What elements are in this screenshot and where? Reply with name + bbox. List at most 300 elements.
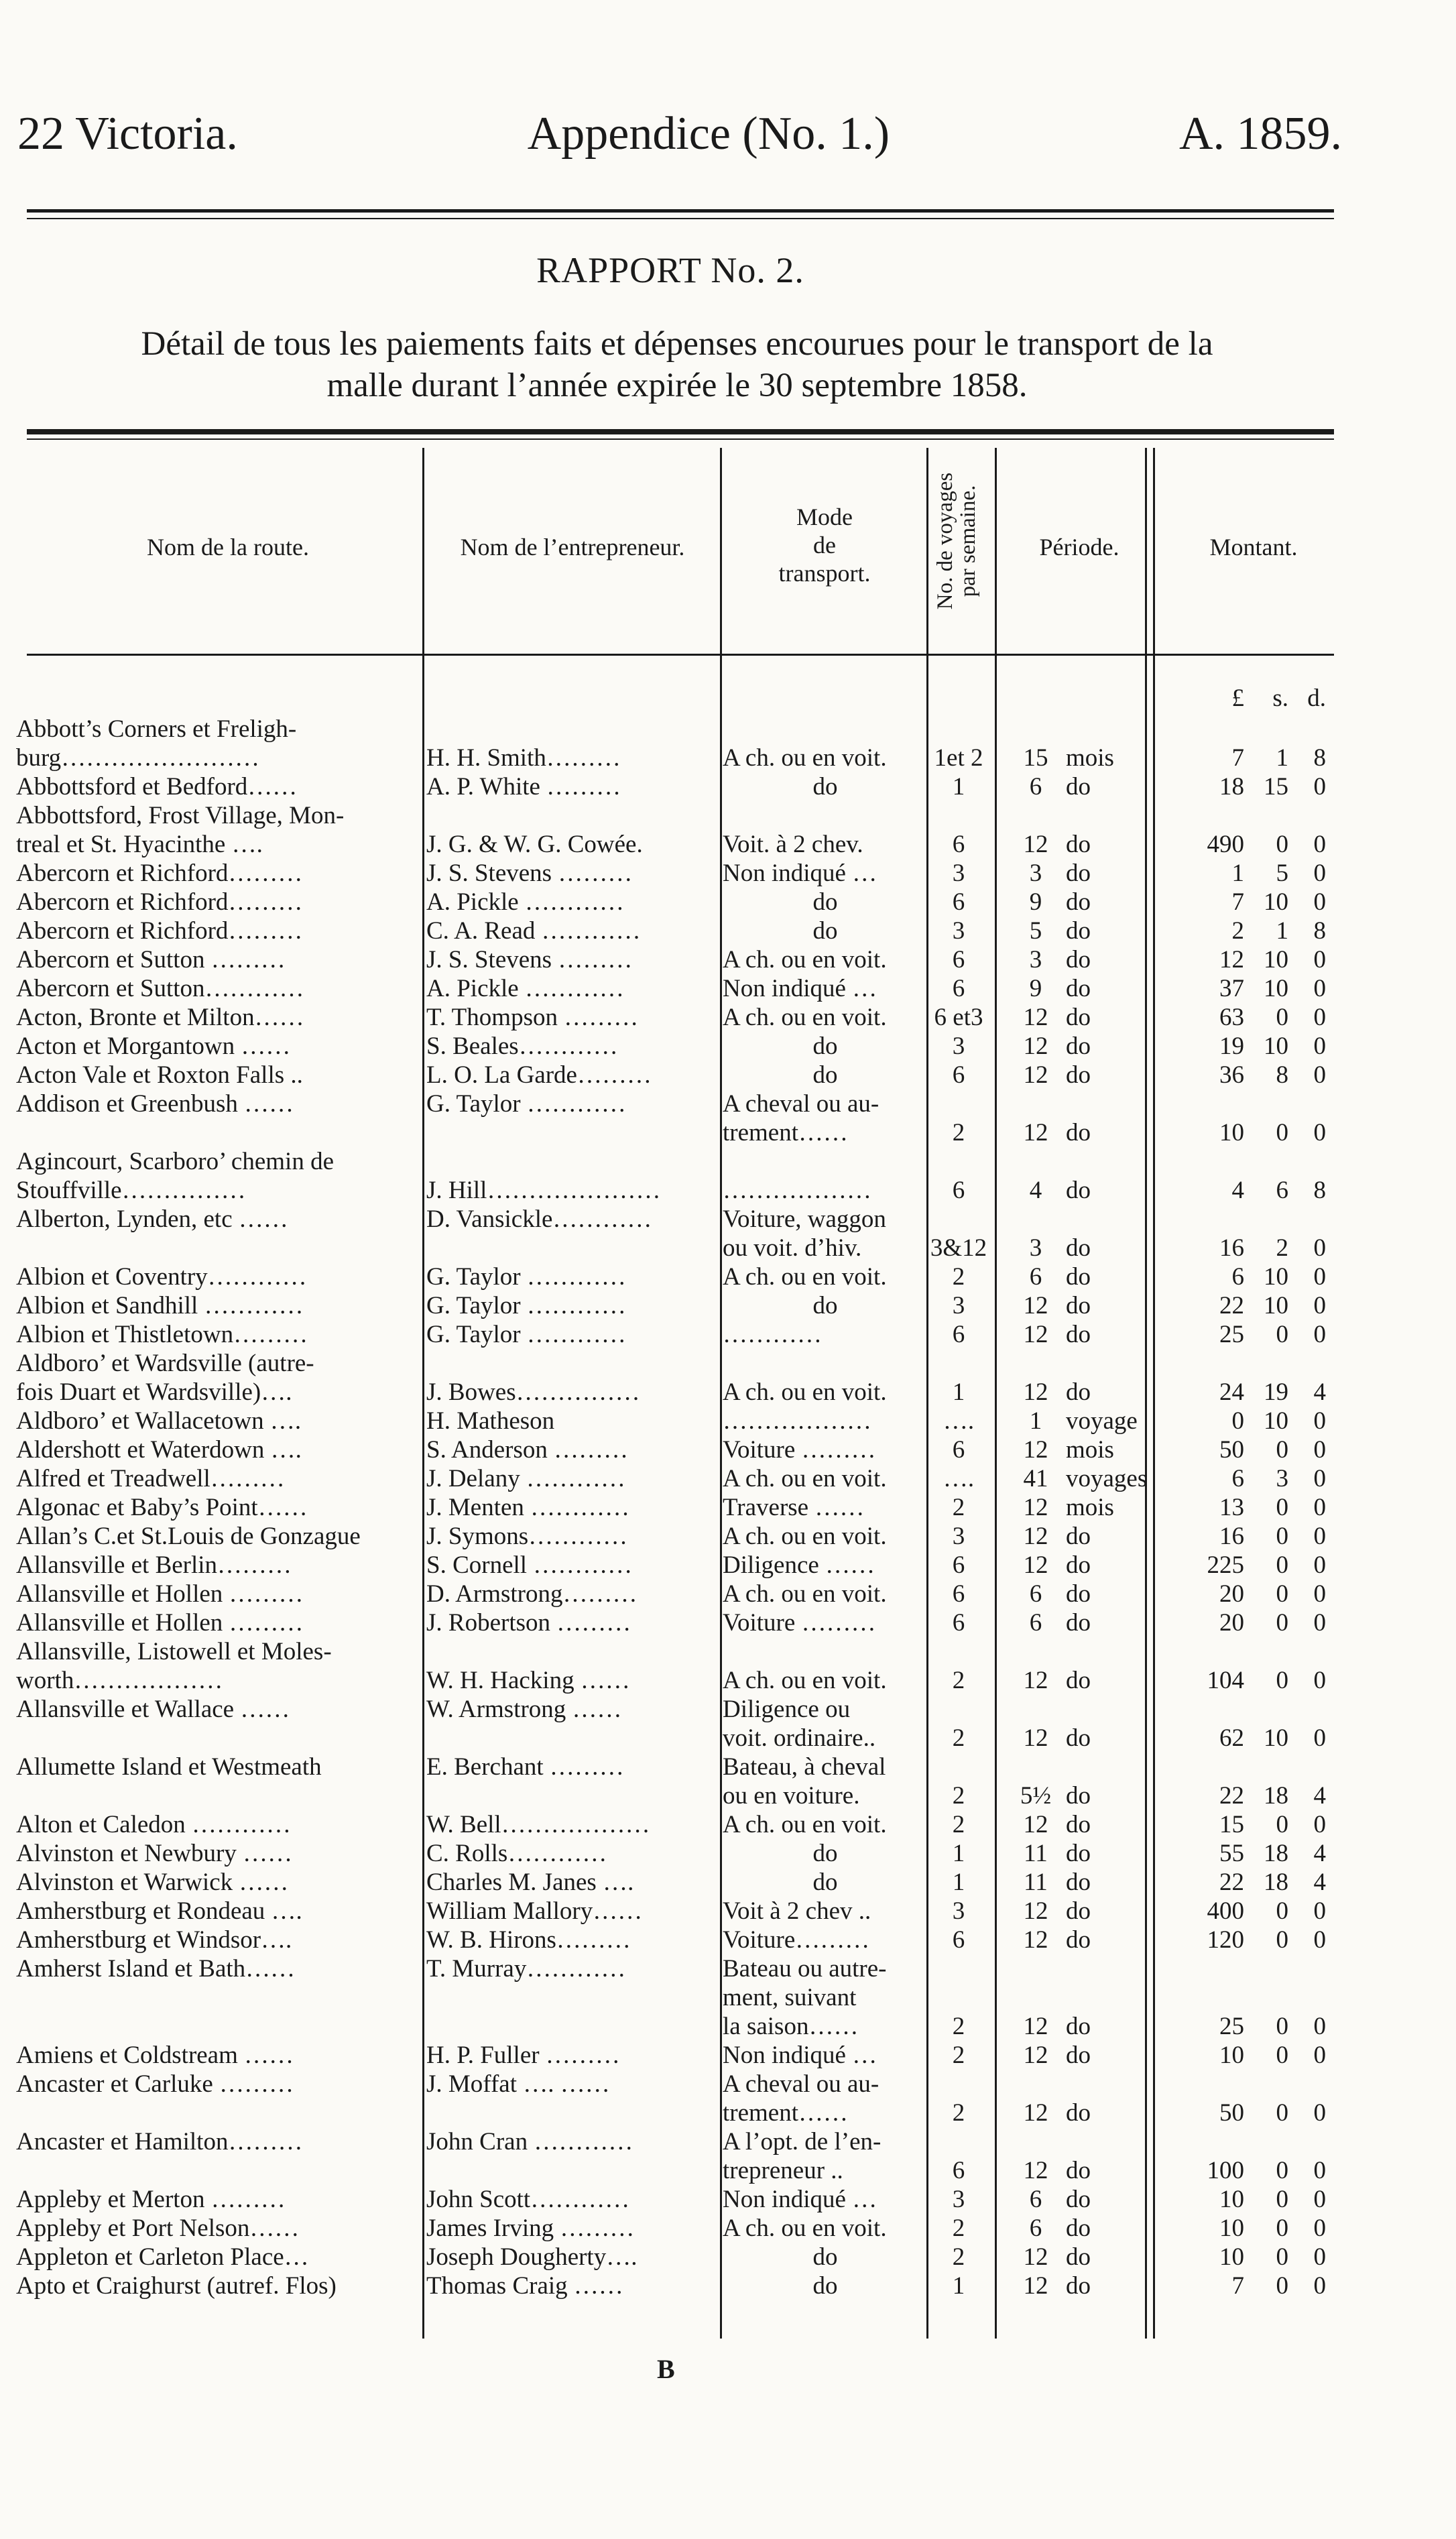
period-cell xyxy=(1006,1781,1153,1810)
period-unit: do xyxy=(1066,860,1091,887)
contractor-cell: G. Taylor ………… xyxy=(426,1263,626,1291)
pounds-cell: 22 xyxy=(1219,1782,1244,1810)
mode-cell: A ch. ou en voit. xyxy=(723,1465,887,1492)
currency-pounds: £ xyxy=(1231,685,1244,712)
contractor-cell: W. B. Hirons……… xyxy=(426,1926,631,1954)
period-unit: do xyxy=(1066,1811,1091,1838)
mode-cell: A ch. ou en voit. xyxy=(723,2215,887,2242)
mode-cell: do xyxy=(812,1869,838,1896)
voyages-cell: 1 xyxy=(952,1840,965,1867)
table-top-rule-thin xyxy=(27,438,1334,440)
period-number: 11 xyxy=(1024,1869,1048,1896)
route-cell: Abercorn et Richford……… xyxy=(16,888,303,916)
pence-cell: 4 xyxy=(1313,1840,1326,1867)
period-cell xyxy=(1006,1118,1153,1147)
pounds-cell: 7 xyxy=(1231,888,1244,916)
contractor-cell: H. H. Smith……… xyxy=(426,744,621,772)
route-cell: Abbott’s Corners et Freligh- xyxy=(16,715,297,743)
period-unit: do xyxy=(1066,1926,1091,1954)
contractor-cell: J. G. & W. G. Cowée. xyxy=(426,831,643,858)
shillings-cell: 0 xyxy=(1276,2243,1288,2271)
table-row xyxy=(0,1983,1341,2012)
shillings-cell: 0 xyxy=(1276,2042,1288,2069)
pounds-cell: 7 xyxy=(1231,744,1244,772)
period-cell xyxy=(1006,1464,1153,1493)
contractor-cell: Joseph Dougherty…. xyxy=(426,2243,638,2271)
pounds-cell: 6 xyxy=(1231,1465,1244,1492)
period-cell xyxy=(1006,1580,1153,1608)
shillings-cell: 0 xyxy=(1276,1321,1288,1348)
voyages-cell: 2 xyxy=(952,2042,965,2069)
period-cell xyxy=(1006,1061,1153,1089)
period-unit: do xyxy=(1066,1782,1091,1810)
route-cell: Allansville et Hollen ……… xyxy=(16,1609,304,1637)
period-cell xyxy=(1006,1032,1153,1061)
contractor-cell: A. Pickle ………… xyxy=(426,888,624,916)
pence-cell: 0 xyxy=(1313,860,1326,887)
route-cell: Amherstburg et Windsor…. xyxy=(16,1926,292,1954)
period-cell xyxy=(1006,1724,1153,1753)
route-cell: Ancaster et Hamilton……… xyxy=(16,2128,303,2156)
table-row xyxy=(0,1003,1341,1032)
pounds-cell: 490 xyxy=(1207,831,1244,858)
table-row xyxy=(0,801,1341,830)
voyages-cell: 3 xyxy=(952,1523,965,1550)
col-header-period: Période. xyxy=(1039,534,1119,560)
table-row xyxy=(0,1061,1341,1089)
table-row xyxy=(0,1926,1341,1954)
period-number: 12 xyxy=(1023,2099,1048,2127)
route-cell: worth……………… xyxy=(16,1667,223,1694)
report-subtitle xyxy=(13,323,1341,406)
route-cell: Appleton et Carleton Place… xyxy=(16,2243,309,2271)
mode-cell: voit. ordinaire.. xyxy=(723,1724,876,1752)
pence-cell: 0 xyxy=(1313,2243,1326,2271)
pounds-cell: 63 xyxy=(1219,1004,1244,1031)
running-head xyxy=(17,107,1342,161)
period-cell xyxy=(1006,1810,1153,1839)
table-row xyxy=(0,830,1341,859)
shillings-cell: 10 xyxy=(1264,1724,1288,1752)
route-cell: Abercorn et Richford……… xyxy=(16,917,303,945)
route-cell: Allumette Island et Westmeath xyxy=(16,1753,322,1781)
shillings-cell: 1 xyxy=(1276,744,1288,772)
period-cell xyxy=(1006,1003,1153,1032)
pounds-cell: 2 xyxy=(1231,917,1244,945)
col-header-route: Nom de la route. xyxy=(147,534,309,560)
pounds-cell: 50 xyxy=(1219,2099,1244,2127)
contractor-cell: T. Murray………… xyxy=(426,1955,626,1983)
mode-cell: Non indiqué … xyxy=(723,975,877,1002)
shillings-cell: 18 xyxy=(1264,1869,1288,1896)
mode-cell: trement…… xyxy=(723,1119,849,1146)
pence-cell: 0 xyxy=(1313,1580,1326,1608)
route-cell: Alton et Caledon ………… xyxy=(16,1811,292,1838)
voyages-cell: 2 xyxy=(952,1724,965,1752)
contractor-cell: W. H. Hacking …… xyxy=(426,1667,630,1694)
period-unit: do xyxy=(1066,1263,1091,1291)
subtitle-line-1: Détail de tous les paiements faits et dépenses encourues pour le transport de la xyxy=(141,325,1213,363)
route-cell: Abbottsford, Frost Village, Mon- xyxy=(16,802,345,829)
period-number: 6 xyxy=(1029,1609,1042,1637)
table-row xyxy=(0,1464,1341,1493)
table-row xyxy=(0,1695,1341,1724)
route-cell: Allansville et Hollen ……… xyxy=(16,1580,304,1608)
pence-cell: 0 xyxy=(1313,1263,1326,1291)
pence-cell: 0 xyxy=(1313,888,1326,916)
pounds-cell: 37 xyxy=(1219,975,1244,1002)
period-cell xyxy=(1006,715,1153,744)
period-unit: do xyxy=(1066,1234,1091,1262)
period-number: 15 xyxy=(1023,744,1048,772)
period-number: 12 xyxy=(1023,1321,1048,1348)
table-row xyxy=(0,1147,1341,1176)
period-unit: do xyxy=(1066,2272,1091,2300)
route-cell: Abbottsford et Bedford…… xyxy=(16,773,298,801)
table-row xyxy=(0,2070,1341,2099)
period-unit: do xyxy=(1066,1551,1091,1579)
period-cell xyxy=(1006,2185,1153,2214)
voyages-cell: 6 xyxy=(952,975,965,1002)
pounds-cell: 22 xyxy=(1219,1869,1244,1896)
mode-cell: do xyxy=(812,2243,838,2271)
pence-cell: 0 xyxy=(1313,1004,1326,1031)
pence-cell: 0 xyxy=(1313,773,1326,801)
pence-cell: 0 xyxy=(1313,1436,1326,1464)
pounds-cell: 24 xyxy=(1219,1378,1244,1406)
mode-cell: A ch. ou en voit. xyxy=(723,1667,887,1694)
shillings-cell: 10 xyxy=(1264,1407,1288,1435)
period-number: 12 xyxy=(1023,1926,1048,1954)
period-unit: do xyxy=(1066,917,1091,945)
contractor-cell: J. Symons………… xyxy=(426,1523,628,1550)
pounds-cell: 100 xyxy=(1207,2157,1244,2184)
mode-cell: Bateau ou autre- xyxy=(723,1955,887,1983)
table-row xyxy=(0,1493,1341,1522)
shillings-cell: 0 xyxy=(1276,2215,1288,2242)
shillings-cell: 0 xyxy=(1276,2099,1288,2127)
period-unit: do xyxy=(1066,2243,1091,2271)
contractor-cell: G. Taylor ………… xyxy=(426,1090,626,1118)
period-unit: do xyxy=(1066,2186,1091,2213)
table-row xyxy=(0,1781,1341,1810)
table-row xyxy=(0,1637,1341,1666)
period-number: 5 xyxy=(1029,917,1042,945)
route-cell: Albion et Coventry………… xyxy=(16,1263,307,1291)
route-cell: Alberton, Lynden, etc …… xyxy=(16,1205,288,1233)
shillings-cell: 15 xyxy=(1264,773,1288,801)
voyages-cell: 1 xyxy=(952,1869,965,1896)
contractor-cell: Thomas Craig …… xyxy=(426,2272,623,2300)
period-cell xyxy=(1006,1435,1153,1464)
contractor-cell: C. Rolls………… xyxy=(426,1840,607,1867)
period-number: 12 xyxy=(1023,2243,1048,2271)
route-cell: Albion et Thistletown……… xyxy=(16,1321,308,1348)
shillings-cell: 5 xyxy=(1276,860,1288,887)
period-unit: do xyxy=(1066,1061,1091,1089)
mode-cell: ………… xyxy=(723,1321,822,1348)
pence-cell: 4 xyxy=(1313,1869,1326,1896)
period-number: 12 xyxy=(1023,1551,1048,1579)
contractor-cell: H. P. Fuller ……… xyxy=(426,2042,620,2069)
voyages-cell: 6 xyxy=(952,1609,965,1637)
period-cell xyxy=(1006,945,1153,974)
table-row xyxy=(0,1753,1341,1781)
period-cell xyxy=(1006,1320,1153,1349)
mode-cell: A ch. ou en voit. xyxy=(723,744,887,772)
period-number: 12 xyxy=(1023,2042,1048,2069)
table-row xyxy=(0,1234,1341,1262)
period-cell xyxy=(1006,2041,1153,2070)
contractor-cell: J. S. Stevens ……… xyxy=(426,946,633,973)
period-cell xyxy=(1006,744,1153,772)
shillings-cell: 6 xyxy=(1276,1177,1288,1204)
mode-cell: Diligence …… xyxy=(723,1551,875,1579)
shillings-cell: 10 xyxy=(1264,1263,1288,1291)
period-number: 9 xyxy=(1029,888,1042,916)
period-number: 12 xyxy=(1023,1724,1048,1752)
table-row xyxy=(0,1839,1341,1868)
route-cell: Amherst Island et Bath…… xyxy=(16,1955,296,1983)
pounds-cell: 0 xyxy=(1231,1407,1244,1435)
shillings-cell: 0 xyxy=(1276,1926,1288,1954)
period-number: 41 xyxy=(1023,1465,1048,1492)
mode-cell: do xyxy=(812,1292,838,1319)
pounds-cell: 12 xyxy=(1219,946,1244,973)
pounds-cell: 62 xyxy=(1219,1724,1244,1752)
table-row xyxy=(0,1032,1341,1061)
pence-cell: 0 xyxy=(1313,1724,1326,1752)
shillings-cell: 0 xyxy=(1276,831,1288,858)
pence-cell: 0 xyxy=(1313,1119,1326,1146)
voyages-cell: …. xyxy=(943,1407,975,1435)
pounds-cell: 36 xyxy=(1219,1061,1244,1089)
period-unit: do xyxy=(1066,1580,1091,1608)
col-header-voyages-line-1: No. de voyages xyxy=(933,472,957,610)
pence-cell: 0 xyxy=(1313,1407,1326,1435)
table-row xyxy=(0,1954,1341,1983)
period-number: 12 xyxy=(1023,1032,1048,1060)
table-row xyxy=(0,1089,1341,1118)
voyages-cell: …. xyxy=(943,1465,975,1492)
voyages-cell: 2 xyxy=(952,1263,965,1291)
mode-cell: ment, suivant xyxy=(723,1984,857,2011)
period-unit: voyages xyxy=(1066,1465,1148,1492)
contractor-cell: W. Bell……………… xyxy=(426,1811,650,1838)
contractor-cell: S. Cornell ………… xyxy=(426,1551,633,1579)
table-row xyxy=(0,772,1341,801)
route-cell: Albion et Sandhill ………… xyxy=(16,1292,304,1319)
mode-cell: do xyxy=(812,917,838,945)
pounds-cell: 10 xyxy=(1219,1119,1244,1146)
pence-cell: 8 xyxy=(1313,917,1326,945)
period-number: 12 xyxy=(1023,831,1048,858)
voyages-cell: 3 xyxy=(952,1032,965,1060)
pence-cell: 0 xyxy=(1313,2013,1326,2040)
pence-cell: 0 xyxy=(1313,1061,1326,1089)
mode-cell: Voiture ……… xyxy=(723,1609,876,1637)
contractor-cell: A. Pickle ………… xyxy=(426,975,624,1002)
pounds-cell: 10 xyxy=(1219,2042,1244,2069)
mode-cell: Traverse …… xyxy=(723,1494,865,1521)
mode-cell: Non indiqué … xyxy=(723,860,877,887)
period-cell xyxy=(1006,1868,1153,1897)
period-unit: do xyxy=(1066,1321,1091,1348)
pence-cell: 0 xyxy=(1313,975,1326,1002)
period-cell xyxy=(1006,1522,1153,1551)
period-number: 6 xyxy=(1029,2186,1042,2213)
contractor-cell: L. O. La Garde……… xyxy=(426,1061,652,1089)
voyages-cell: 2 xyxy=(952,1811,965,1838)
period-cell xyxy=(1006,1695,1153,1724)
period-number: 1 xyxy=(1029,1407,1042,1435)
mode-cell: trement…… xyxy=(723,2099,849,2127)
pounds-cell: 16 xyxy=(1219,1234,1244,1262)
shillings-cell: 18 xyxy=(1264,1840,1288,1867)
route-cell: Alvinston et Newbury …… xyxy=(16,1840,293,1867)
table-top-rule-heavy xyxy=(27,429,1334,434)
shillings-cell: 0 xyxy=(1276,1897,1288,1925)
pounds-cell: 22 xyxy=(1219,1292,1244,1319)
period-number: 12 xyxy=(1023,1004,1048,1031)
pounds-cell: 10 xyxy=(1219,2215,1244,2242)
period-cell xyxy=(1006,801,1153,830)
mode-cell: do xyxy=(812,1032,838,1060)
mode-cell: Diligence ou xyxy=(723,1696,851,1723)
mode-cell: A ch. ou en voit. xyxy=(723,946,887,973)
period-unit: mois xyxy=(1066,1436,1114,1464)
table-row xyxy=(0,2012,1341,2041)
period-cell xyxy=(1006,1608,1153,1637)
table-row xyxy=(0,744,1341,772)
table-row xyxy=(0,2214,1341,2243)
period-cell xyxy=(1006,1551,1153,1580)
table-row xyxy=(0,715,1341,744)
pounds-cell: 50 xyxy=(1219,1436,1244,1464)
table-row xyxy=(0,1349,1341,1378)
mode-cell: A ch. ou en voit. xyxy=(723,1004,887,1031)
table-row xyxy=(0,1608,1341,1637)
mode-cell: Voiture, waggon xyxy=(723,1205,886,1233)
period-number: 12 xyxy=(1023,1436,1048,1464)
pounds-cell: 10 xyxy=(1219,2186,1244,2213)
contractor-cell: G. Taylor ………… xyxy=(426,1321,626,1348)
route-cell: treal et St. Hyacinthe …. xyxy=(16,831,263,858)
table-row xyxy=(0,1897,1341,1926)
mode-cell: A ch. ou en voit. xyxy=(723,1523,887,1550)
route-cell: Abercorn et Richford……… xyxy=(16,860,303,887)
period-unit: do xyxy=(1066,2215,1091,2242)
table-row xyxy=(0,2185,1341,2214)
mode-cell: A ch. ou en voit. xyxy=(723,1263,887,1291)
contractor-cell: William Mallory…… xyxy=(426,1897,643,1925)
route-cell: Allansville, Listowell et Moles- xyxy=(16,1638,332,1665)
period-cell xyxy=(1006,974,1153,1003)
period-unit: do xyxy=(1066,975,1091,1002)
voyages-cell: 6 xyxy=(952,888,965,916)
period-unit: do xyxy=(1066,1032,1091,1060)
pence-cell: 0 xyxy=(1313,1926,1326,1954)
period-number: 12 xyxy=(1023,2157,1048,2184)
contractor-cell: John Scott………… xyxy=(426,2186,630,2213)
period-cell xyxy=(1006,1349,1153,1378)
period-cell xyxy=(1006,1407,1153,1435)
voyages-cell: 3 xyxy=(952,917,965,945)
contractor-cell: John Cran ………… xyxy=(426,2128,633,2156)
period-number: 12 xyxy=(1023,1897,1048,1925)
period-unit: do xyxy=(1066,1004,1091,1031)
period-cell xyxy=(1006,1954,1153,1983)
mode-cell: Non indiqué … xyxy=(723,2186,877,2213)
shillings-cell: 0 xyxy=(1276,2272,1288,2300)
pence-cell: 0 xyxy=(1313,1494,1326,1521)
pence-cell: 0 xyxy=(1313,1667,1326,1694)
period-unit: do xyxy=(1066,946,1091,973)
pounds-cell: 25 xyxy=(1219,2013,1244,2040)
voyages-cell: 3 xyxy=(952,2186,965,2213)
contractor-cell: J. Bowes…………… xyxy=(426,1378,640,1406)
period-number: 3 xyxy=(1029,1234,1042,1262)
period-unit: do xyxy=(1066,1523,1091,1550)
header-year: A. 1859. xyxy=(1178,108,1342,160)
pounds-cell: 120 xyxy=(1207,1926,1244,1954)
table-row xyxy=(0,917,1341,945)
pence-cell: 4 xyxy=(1313,1378,1326,1406)
route-cell: Appleby et Port Nelson…… xyxy=(16,2215,300,2242)
pounds-cell: 104 xyxy=(1207,1667,1244,1694)
pence-cell: 0 xyxy=(1313,1523,1326,1550)
pounds-cell: 55 xyxy=(1219,1840,1244,1867)
period-number: 6 xyxy=(1029,773,1042,801)
pounds-cell: 225 xyxy=(1207,1551,1244,1579)
contractor-cell: W. Armstrong …… xyxy=(426,1696,622,1723)
mode-cell: do xyxy=(812,888,838,916)
col-header-mode-line-3: transport. xyxy=(778,560,871,587)
contractor-cell: A. P. White ……… xyxy=(426,773,621,801)
voyages-cell: 2 xyxy=(952,2013,965,2040)
shillings-cell: 10 xyxy=(1264,888,1288,916)
table-row xyxy=(0,2156,1341,2185)
period-number: 12 xyxy=(1023,2272,1048,2300)
mode-cell: ou voit. d’hiv. xyxy=(723,1234,862,1262)
shillings-cell: 0 xyxy=(1276,2013,1288,2040)
pence-cell: 0 xyxy=(1313,1551,1326,1579)
voyages-cell: 6 xyxy=(952,946,965,973)
voyages-cell: 2 xyxy=(952,2215,965,2242)
route-cell: Ancaster et Carluke ……… xyxy=(16,2070,294,2098)
contractor-cell: S. Beales………… xyxy=(426,1032,618,1060)
table-row xyxy=(0,2243,1341,2271)
pounds-cell: 6 xyxy=(1231,1263,1244,1291)
table-row xyxy=(0,1291,1341,1320)
voyages-cell: 2 xyxy=(952,2099,965,2127)
mode-cell: Voiture……… xyxy=(723,1926,870,1954)
pounds-cell: 400 xyxy=(1207,1897,1244,1925)
contractor-cell: J. Hill………………… xyxy=(426,1177,661,1204)
currency-pence: d. xyxy=(1307,685,1326,712)
shillings-cell: 18 xyxy=(1264,1782,1288,1810)
voyages-cell: 6 xyxy=(952,1436,965,1464)
header-rule-bottom xyxy=(27,218,1334,219)
route-cell: Alvinston et Warwick …… xyxy=(16,1869,289,1896)
route-cell: burg…………………… xyxy=(16,744,260,772)
period-cell xyxy=(1006,1291,1153,1320)
table-row xyxy=(0,1320,1341,1349)
pence-cell: 0 xyxy=(1313,2215,1326,2242)
mode-cell: do xyxy=(812,1840,838,1867)
header-bottom-rule xyxy=(27,654,1334,656)
table-row xyxy=(0,1176,1341,1205)
